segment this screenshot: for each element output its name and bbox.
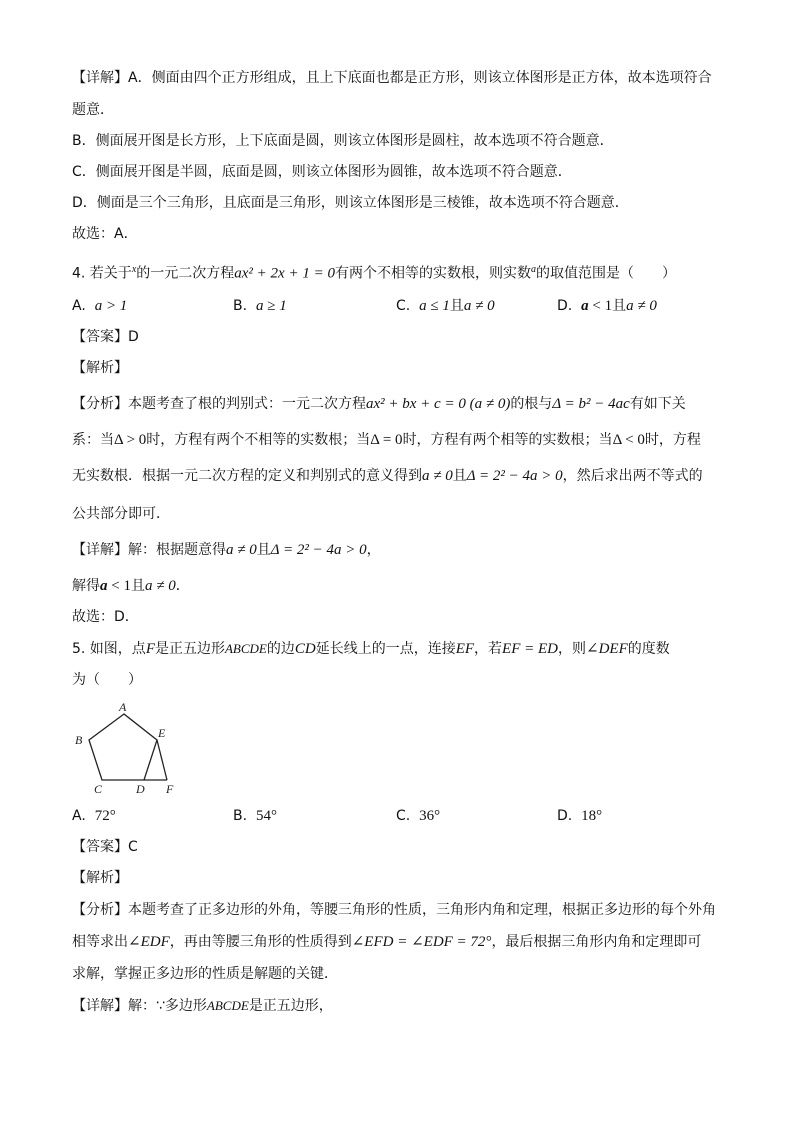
text: 时，方程 (644, 432, 701, 448)
q5-option-a (72, 806, 116, 826)
text: 延长线上的一点，连接 (315, 641, 456, 657)
text: 的根与 (510, 396, 553, 412)
math: Δ < 0 (612, 432, 645, 448)
q5-analysis-heading: 【解析】 (72, 870, 128, 886)
text: 有如下关 (629, 396, 686, 412)
q5-option-b (233, 806, 277, 826)
q4-option-a (72, 296, 127, 316)
q3-option-d-explain: D．侧面是三个三角形，且底面是三角形，则该立体图形是三棱锥，故本选项不符合题意． (72, 195, 629, 211)
text: 是正五边形， (248, 998, 333, 1014)
q4-stem (72, 260, 676, 284)
math: ABCDE (224, 641, 267, 656)
option-label: B. (233, 808, 248, 824)
math: a (100, 578, 108, 594)
q4-stem-text: 有两个不相等的实数根，则实数 (334, 265, 531, 282)
option-value: 72° (94, 808, 116, 824)
text: 【分析】本题考查了根的判别式：一元二次方程 (72, 396, 366, 412)
q4-stem-text: 4. 若关于 (72, 265, 132, 282)
math: EF (455, 641, 475, 657)
q4-detail-line1 (72, 540, 381, 560)
math: F (145, 641, 155, 657)
text: ，若 (474, 641, 503, 657)
q4-analysis-heading: 【解析】 (72, 360, 128, 376)
q4-var-x: x (131, 264, 137, 275)
vertex-label-a: A (119, 700, 127, 714)
text: 相等求出 (72, 934, 128, 950)
vertex-label-c: C (94, 782, 103, 796)
math: ∠DEF (586, 641, 628, 657)
math: < 1 (107, 578, 131, 594)
vertex-label-d: D (136, 782, 145, 796)
text: 系：当 (72, 432, 114, 448)
option-label: A. (72, 298, 86, 314)
q4-analysis-line2 (72, 430, 701, 450)
q3-option-b-explain: B．侧面展开图是长方形，上下底面是圆，则该立体图形是圆柱，故本选项不符合题意． (72, 133, 614, 149)
text: 【详解】解：∵多边形 (72, 998, 207, 1014)
text: 时，方程有两个相等的实数根；当 (402, 432, 613, 448)
q4-detail-line2 (72, 576, 190, 596)
option-label: D. (557, 298, 573, 314)
q5-stem-line1 (72, 639, 670, 659)
text: 5. 如图，点 (72, 641, 146, 657)
math: ∠EDF (128, 934, 170, 950)
q5-analysis-line1: 【分析】本题考查了正多边形的外角，等腰三角形的性质，三角形内角和定理，根据正多边形的每个外角 (72, 902, 716, 918)
q4-answer: 【答案】D (72, 329, 139, 345)
segment-ef (157, 740, 167, 780)
text: ， (366, 542, 381, 558)
q5-analysis-line3: 求解，掌握正多边形的性质是解题的关键． (72, 966, 338, 982)
q4-var-a: a (530, 264, 536, 275)
option-value: a > 1 (94, 298, 128, 314)
text: 且 (452, 468, 467, 484)
option-label: C. (396, 298, 411, 314)
option-value: < 1 (588, 298, 613, 314)
option-value: 18° (581, 808, 603, 824)
math: Δ > 0 (114, 432, 147, 448)
math: a ≠ 0 (226, 542, 257, 558)
math: Δ = 0 (370, 432, 403, 448)
option-text: 且 (612, 298, 627, 314)
math: a ≠ 0 (422, 468, 453, 484)
option-value: a ≥ 1 (255, 298, 287, 314)
option-label: D. (557, 808, 573, 824)
text: 【详解】解：根据题意得 (72, 542, 226, 558)
q5-stem-line2: 为（ ） (72, 672, 142, 688)
q5-option-c (396, 806, 440, 826)
text: ，则 (558, 641, 586, 657)
q4-analysis-line4: 公共部分即可． (72, 506, 170, 522)
text: 时，方程有两个不相等的实数根；当 (146, 432, 371, 448)
text: 解得 (72, 578, 100, 594)
option-value: a ≠ 0 (626, 298, 657, 314)
vertex-label-b: B (75, 733, 83, 747)
option-value: a (581, 298, 589, 314)
q3-option-c-explain: C．侧面展开图是半圆，底面是圆，则该立体图形为圆锥，故本选项不符合题意． (72, 164, 572, 180)
q3-choice: 故选：A． (72, 226, 138, 242)
q4-choice: 故选：D． (72, 609, 139, 625)
text: 的度数 (627, 641, 670, 657)
vertex-label-f: F (166, 782, 174, 796)
q3-detail-a-line1: 【详解】A．侧面由四个正方形组成，且上下底面也都是正方形，则该立体图形是正方体，故本选项符合 (72, 70, 712, 86)
math: Δ = 2² − 4a > 0 (466, 468, 563, 484)
text: ，然后求出两不等式的 (562, 468, 703, 484)
pentagon-shape (89, 714, 157, 780)
q3-detail-a-line2: 题意． (72, 102, 114, 118)
option-label: A. (72, 808, 86, 824)
option-value: a ≤ 1 (419, 298, 450, 314)
option-value: 54° (255, 808, 277, 824)
math: CD (294, 641, 316, 657)
q4-analysis-line1 (72, 394, 686, 414)
math: EF = ED (502, 641, 558, 657)
q4-option-b (233, 296, 287, 316)
vertex-label-e: E (158, 726, 166, 740)
text: 的边 (266, 641, 295, 657)
text: ，最后根据三角形内角和定理即可 (491, 934, 702, 950)
option-label: C. (396, 808, 411, 824)
q4-stem-text: 的一元二次方程 (136, 265, 235, 282)
math: ABCDE (206, 998, 249, 1013)
text: 且 (130, 578, 145, 594)
math: Δ = b² − 4ac (552, 396, 630, 412)
text: 无实数根．根据一元二次方程的定义和判别式的意义得到 (72, 468, 422, 484)
option-value: 36° (419, 808, 441, 824)
q4-option-d (557, 296, 657, 316)
text: ，再由等腰三角形的性质得到 (169, 934, 352, 950)
text: 且 (256, 542, 271, 558)
q5-answer: 【答案】C (72, 839, 138, 855)
q5-option-d (557, 806, 602, 826)
q5-detail-line1 (72, 996, 333, 1016)
q4-stem-text: 的取值范围是（ ） (535, 265, 676, 282)
q4-option-c (396, 296, 495, 316)
math: Δ = 2² − 4a > 0 (270, 542, 367, 558)
pentagon-figure (72, 700, 184, 796)
option-label: B. (233, 298, 248, 314)
pentagon-diagram (72, 700, 184, 796)
option-value: a ≠ 0 (463, 298, 495, 314)
math: ∠EFD = ∠EDF = 72° (351, 934, 492, 950)
text: 是正五边形 (154, 641, 225, 657)
math: ax² + bx + c = 0 (a ≠ 0) (366, 396, 511, 412)
q5-analysis-line2 (72, 932, 701, 952)
math: a ≠ 0 (144, 578, 176, 594)
q4-analysis-line3 (72, 466, 703, 486)
text: ． (175, 578, 190, 594)
option-text: 且 (449, 298, 464, 314)
q4-equation: ax² + 2x + 1 = 0 (234, 265, 335, 282)
